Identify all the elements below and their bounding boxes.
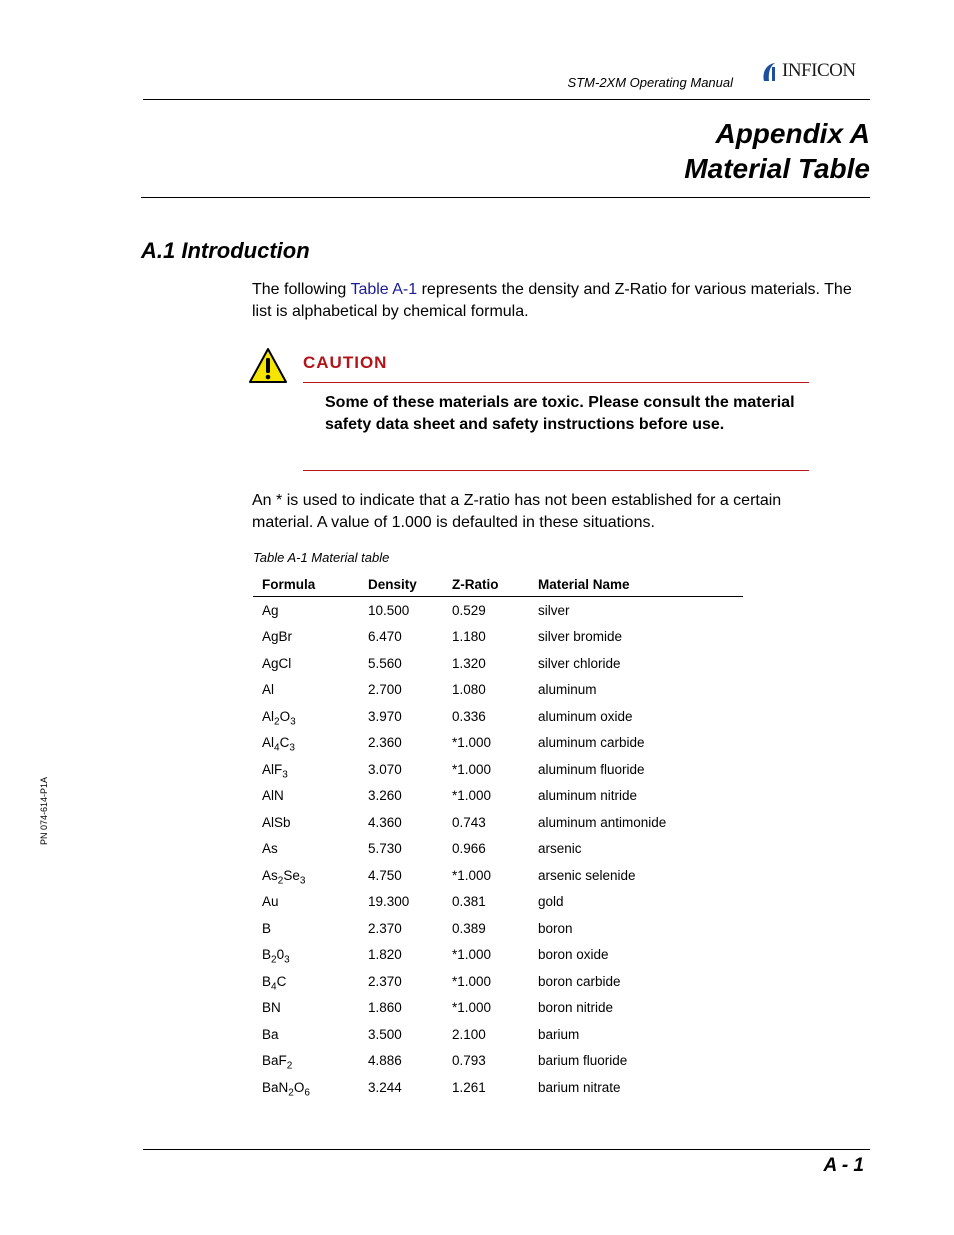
- formula-element: C: [276, 973, 287, 989]
- formula-subscript: 3: [282, 769, 288, 781]
- cell-density: 5.730: [368, 841, 402, 857]
- table-row: [253, 597, 743, 624]
- cell-material-name: gold: [538, 894, 564, 910]
- cell-formula: [253, 1048, 359, 1075]
- cell-zratio: *1.000: [452, 947, 492, 963]
- warning-triangle-icon: [248, 347, 288, 384]
- cell-formula: [253, 862, 359, 889]
- cell-formula: [253, 995, 359, 1022]
- cell-zratio: *1.000: [452, 867, 492, 883]
- cell-formula: [253, 650, 359, 677]
- cell-material-name: aluminum oxide: [538, 708, 633, 724]
- formula-element: O: [293, 1079, 305, 1095]
- formula-subscript: 2: [271, 954, 277, 966]
- caution-bottom-rule: [303, 470, 809, 471]
- cell-material-name: boron: [538, 920, 573, 936]
- formula-element: Ba: [262, 1026, 279, 1042]
- cell-material-name: aluminum antimonide: [538, 814, 667, 830]
- cell-formula: [253, 942, 359, 969]
- cell-zratio: 0.743: [452, 814, 486, 830]
- formula-element: O: [279, 708, 291, 724]
- caution-label: CAUTION: [303, 353, 388, 372]
- cell-density: 6.470: [368, 629, 402, 645]
- cell-material-name: barium: [538, 1026, 580, 1042]
- cell-material-name: arsenic selenide: [538, 867, 636, 883]
- cell-zratio: 1.320: [452, 655, 486, 671]
- header-density: Density: [359, 573, 443, 597]
- header-material-name: Material Name: [529, 573, 743, 597]
- table-row: [253, 862, 743, 889]
- table-row: [253, 836, 743, 863]
- table-row: [253, 889, 743, 916]
- cell-material-name: aluminum nitride: [538, 788, 638, 804]
- cell-formula: [253, 783, 359, 810]
- formula-subscript: 3: [299, 875, 306, 887]
- table-row: [253, 968, 743, 995]
- cell-zratio: 0.389: [452, 920, 486, 936]
- cell-zratio: 0.793: [452, 1053, 486, 1069]
- table-row: [253, 756, 743, 783]
- formula-element: Al: [262, 682, 275, 698]
- cell-material-name: boron nitride: [538, 1000, 614, 1016]
- cell-formula: [253, 624, 359, 651]
- table-row: [253, 942, 743, 969]
- cell-zratio: 1.080: [452, 682, 486, 698]
- header-zratio: Z-Ratio: [443, 573, 529, 597]
- cell-zratio: *1.000: [452, 735, 492, 751]
- table-row: [253, 1048, 743, 1075]
- cell-material-name: aluminum: [538, 682, 597, 698]
- manual-title: STM-2XM Operating Manual: [567, 75, 733, 90]
- footer-rule: [143, 1149, 870, 1150]
- cell-formula: [253, 1021, 359, 1048]
- cell-material-name: aluminum carbide: [538, 735, 645, 751]
- cell-density: 19.300: [368, 894, 410, 910]
- formula-subscript: 4: [271, 981, 277, 993]
- cell-zratio: *1.000: [452, 973, 492, 989]
- cell-density: 5.560: [368, 655, 402, 671]
- material-rows: [253, 597, 743, 1101]
- formula-element: Al: [262, 735, 275, 751]
- cell-zratio: *1.000: [452, 788, 492, 804]
- cell-formula: [253, 915, 359, 942]
- table-row: [253, 624, 743, 651]
- formula-element: As: [262, 841, 278, 857]
- inficon-mark-icon: [760, 61, 780, 83]
- formula-subscript: 6: [304, 1087, 310, 1099]
- cell-formula: [253, 836, 359, 863]
- cell-zratio: 1.180: [452, 629, 486, 645]
- formula-element: Ag: [262, 602, 279, 618]
- cell-formula: [253, 1074, 359, 1101]
- material-table: [253, 573, 743, 1101]
- formula-subscript: 2: [277, 875, 284, 887]
- logo-text: INFICON: [782, 60, 856, 81]
- formula-element: AlSb: [262, 814, 291, 830]
- formula-element: 0: [276, 947, 285, 963]
- intro-paragraph: [252, 279, 872, 323]
- formula-element: C: [279, 735, 290, 751]
- cell-formula: [253, 889, 359, 916]
- table-row: [253, 915, 743, 942]
- formula-subscript: 3: [290, 716, 296, 728]
- cell-material-name: barium nitrate: [538, 1079, 621, 1095]
- formula-subscript: 2: [288, 1087, 294, 1099]
- cell-density: 3.500: [368, 1026, 402, 1042]
- formula-subscript: 3: [284, 954, 290, 966]
- cell-density: 4.886: [368, 1053, 402, 1069]
- cell-density: 2.700: [368, 682, 402, 698]
- cell-zratio: 0.529: [452, 602, 486, 618]
- cell-zratio: 2.100: [452, 1026, 486, 1042]
- cell-formula: [253, 968, 359, 995]
- caution-text: Some of these materials are toxic. Please consult the material safety data sheet and safety instructions before use.: [325, 394, 795, 433]
- formula-element: B: [262, 920, 272, 936]
- cell-zratio: 1.261: [452, 1079, 486, 1095]
- cell-material-name: silver chloride: [538, 655, 621, 671]
- formula-element: BaF: [262, 1053, 287, 1069]
- table-row: [253, 677, 743, 704]
- cell-density: 4.360: [368, 814, 402, 830]
- cell-density: 1.820: [368, 947, 402, 963]
- formula-element: B: [262, 947, 272, 963]
- cell-material-name: silver: [538, 602, 570, 618]
- cell-density: 2.360: [368, 735, 402, 751]
- cell-density: 2.370: [368, 973, 402, 989]
- formula-element: BaN: [262, 1079, 289, 1095]
- cell-formula: [253, 730, 359, 757]
- inficon-logo: [760, 58, 875, 84]
- title-rule: [141, 197, 870, 198]
- formula-subscript: 2: [274, 716, 280, 728]
- formula-element: AgCl: [262, 655, 292, 671]
- formula-element: B: [262, 973, 272, 989]
- table-row: [253, 1074, 743, 1101]
- cell-material-name: boron carbide: [538, 973, 621, 989]
- cell-zratio: 0.381: [452, 894, 486, 910]
- table-row: [253, 995, 743, 1022]
- cell-zratio: *1.000: [452, 1000, 492, 1016]
- formula-element: As: [262, 867, 278, 883]
- formula-element: Al: [262, 708, 275, 724]
- cell-density: 10.500: [368, 602, 410, 618]
- table-link[interactable]: Table A-1: [350, 281, 418, 298]
- cell-zratio: 0.966: [452, 841, 486, 857]
- formula-element: AgBr: [262, 629, 293, 645]
- cell-formula: [253, 809, 359, 836]
- part-number: PN 074-614-P1A: [39, 776, 49, 846]
- appendix-subtitle: Material Table: [684, 153, 870, 184]
- formula-element: BN: [262, 1000, 281, 1016]
- cell-density: 4.750: [368, 867, 402, 883]
- header-formula: Formula: [253, 573, 359, 597]
- cell-material-name: silver bromide: [538, 629, 623, 645]
- page-number: A - 1: [823, 1155, 864, 1176]
- note-paragraph: An * is used to indicate that a Z-ratio has not been established for a certain material. A value of 1.000 is defaulted in these situations.: [252, 492, 782, 531]
- table-row: [253, 783, 743, 810]
- table-row: [253, 809, 743, 836]
- cell-density: 2.370: [368, 920, 402, 936]
- formula-subscript: 3: [289, 742, 295, 754]
- cell-formula: [253, 597, 359, 624]
- table-caption: Table A-1 Material table: [253, 550, 390, 565]
- table-header-row: [253, 573, 743, 597]
- intro-text-before: The following: [252, 281, 351, 298]
- cell-material-name: boron oxide: [538, 947, 609, 963]
- cell-zratio: 0.336: [452, 708, 486, 724]
- cell-material-name: arsenic: [538, 841, 582, 857]
- cell-zratio: *1.000: [452, 761, 492, 777]
- cell-formula: [253, 703, 359, 730]
- cell-density: 3.970: [368, 708, 402, 724]
- table-row: [253, 703, 743, 730]
- table-row: [253, 1021, 743, 1048]
- formula-element: Au: [262, 894, 279, 910]
- formula-subscript: 4: [274, 742, 280, 754]
- cell-formula: [253, 756, 359, 783]
- cell-density: 3.070: [368, 761, 402, 777]
- intro-text-after: represents the density and Z-Ratio for various materials. The list is alphabetical by chemical formula.: [252, 281, 852, 320]
- formula-element: AlN: [262, 788, 284, 804]
- cell-material-name: aluminum fluoride: [538, 761, 645, 777]
- section-heading: A.1 Introduction: [141, 238, 310, 263]
- caution-top-rule: [303, 382, 809, 383]
- table-row: [253, 730, 743, 757]
- formula-element: AlF: [262, 761, 283, 777]
- cell-formula: [253, 677, 359, 704]
- appendix-heading: [684, 116, 870, 186]
- appendix-title: Appendix A: [715, 118, 870, 149]
- cell-density: 3.260: [368, 788, 402, 804]
- formula-element: Se: [283, 867, 300, 883]
- cell-material-name: barium fluoride: [538, 1053, 628, 1069]
- formula-subscript: 2: [286, 1060, 293, 1072]
- table-row: [253, 650, 743, 677]
- cell-density: 1.860: [368, 1000, 402, 1016]
- cell-density: 3.244: [368, 1079, 402, 1095]
- header-rule: [143, 99, 870, 100]
